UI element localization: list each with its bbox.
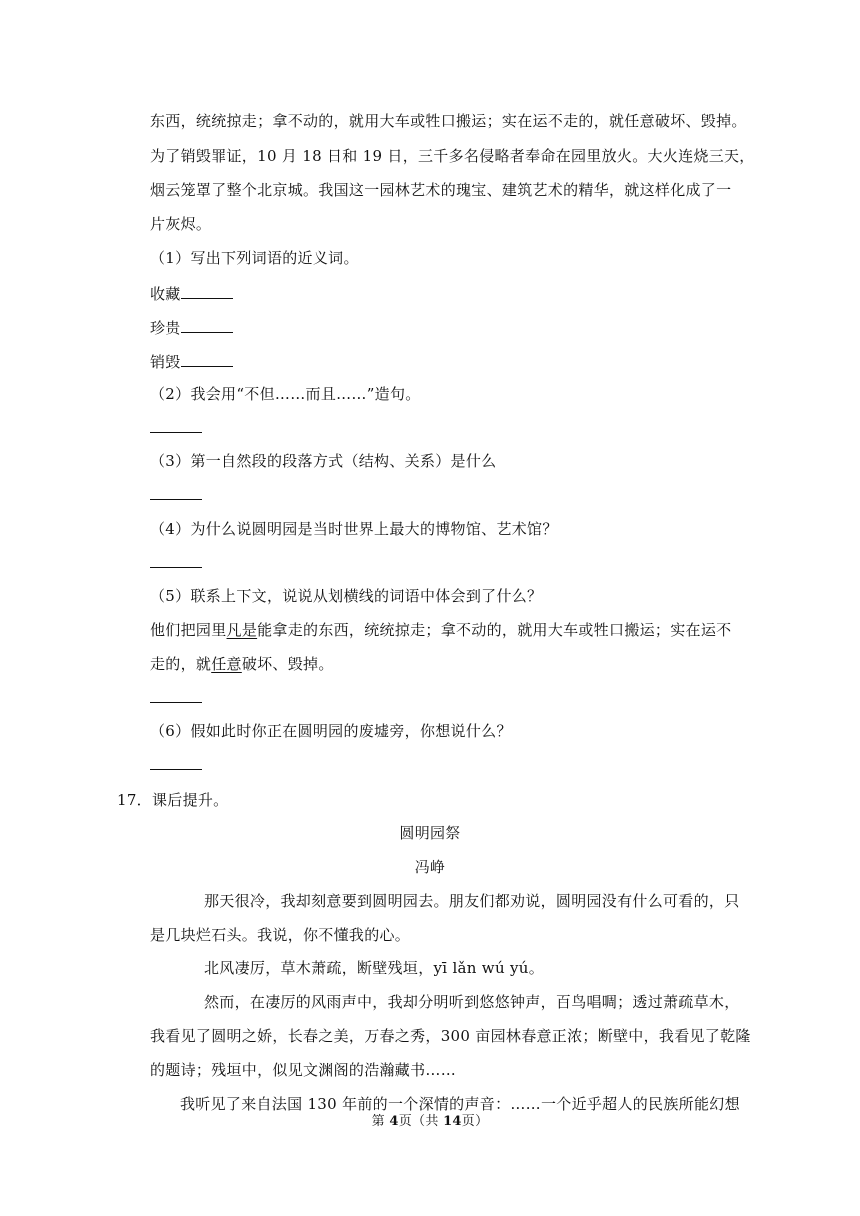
answer-blank[interactable] — [150, 702, 202, 703]
article-title: 圆明园祭 — [399, 824, 461, 842]
underlined-word: 任意 — [211, 655, 242, 673]
answer-blank[interactable] — [181, 317, 233, 333]
question-6: （6）假如此时你正在圆明园的废墟旁，你想说什么？ — [150, 722, 512, 740]
synonym-word: 收藏 — [150, 285, 181, 303]
passage-line-2: 为了销毁罪证，10 月 18 日和 19 日，三千多名侵略者奉命在园里放火。大火连烧三天， — [150, 147, 755, 165]
passage-line-4: 片灰烬。 — [150, 215, 212, 233]
synonym-word: 珍贵 — [150, 319, 181, 337]
article-paragraph-4-line-1: 我听见了来自法国 130 年前的一个深情的声音：……一个近乎超人的民族所能幻想 — [180, 1095, 740, 1113]
page-footer: 第 4页（共 14页） — [371, 1114, 489, 1129]
passage-line-3: 烟云笼罩了整个北京城。我国这一园林艺术的瑰宝、建筑艺术的精华，就这样化成了一 — [150, 181, 732, 199]
question-5-quote-line-2: 走的，就任意破坏、毁掉。 — [150, 655, 334, 673]
article-paragraph-3-line-3: 的题诗；残垣中，似见文渊阁的浩瀚藏书…… — [150, 1061, 457, 1079]
underlined-word: 凡是 — [226, 621, 258, 639]
answer-blank[interactable] — [181, 283, 233, 299]
synonym-item — [150, 317, 233, 338]
answer-blank[interactable] — [150, 499, 202, 500]
article-paragraph-3-line-2: 我看见了圆明之娇，长春之美，万春之秀，300 亩园林春意正浓；断壁中，我看见了乾隆 — [150, 1027, 751, 1045]
question-1: （1）写出下列词语的近义词。 — [150, 249, 359, 267]
question-5: （5）联系上下文，说说从划横线的词语中体会到了什么？ — [150, 587, 543, 605]
answer-blank[interactable] — [150, 432, 202, 433]
page-total: 14 — [443, 1114, 462, 1129]
page-number: 4 — [389, 1114, 399, 1129]
section-heading: 17．课后提升。 — [117, 791, 229, 809]
question-4: （4）为什么说圆明园是当时世界上最大的博物馆、艺术馆？ — [150, 520, 558, 538]
article-author: 冯峥 — [414, 858, 446, 876]
article-paragraph-2: 北风凄厉，草木萧疏，断壁残垣，yī lǎn wú yú。 — [204, 959, 545, 977]
synonym-word: 销毁 — [150, 353, 181, 371]
answer-blank[interactable] — [150, 567, 202, 568]
question-5-quote-line-1: 他们把园里凡是能拿走的东西，统统掠走；拿不动的，就用大车或牲口搬运；实在运不 — [150, 621, 732, 639]
answer-blank[interactable] — [150, 769, 202, 770]
question-3: （3）第一自然段的段落方式（结构、关系）是什么 — [150, 452, 497, 470]
synonym-item — [150, 283, 233, 304]
article-paragraph-3-line-1: 然而，在凄厉的风雨声中，我却分明听到悠悠钟声，百鸟唱啁；透过萧疏草木， — [204, 993, 740, 1011]
article-paragraph-1-line-1: 那天很冷，我却刻意要到圆明园去。朋友们都劝说，圆明园没有什么可看的，只 — [204, 892, 740, 910]
question-2: （2）我会用“不但……而且……”造句。 — [150, 385, 421, 403]
synonym-item — [150, 351, 233, 372]
article-paragraph-1-line-2: 是几块烂石头。我说，你不懂我的心。 — [150, 926, 411, 944]
answer-blank[interactable] — [181, 351, 233, 367]
passage-line-1: 东西，统统掠走；拿不动的，就用大车或牲口搬运；实在运不走的，就任意破坏、毁掉。 — [150, 112, 747, 130]
